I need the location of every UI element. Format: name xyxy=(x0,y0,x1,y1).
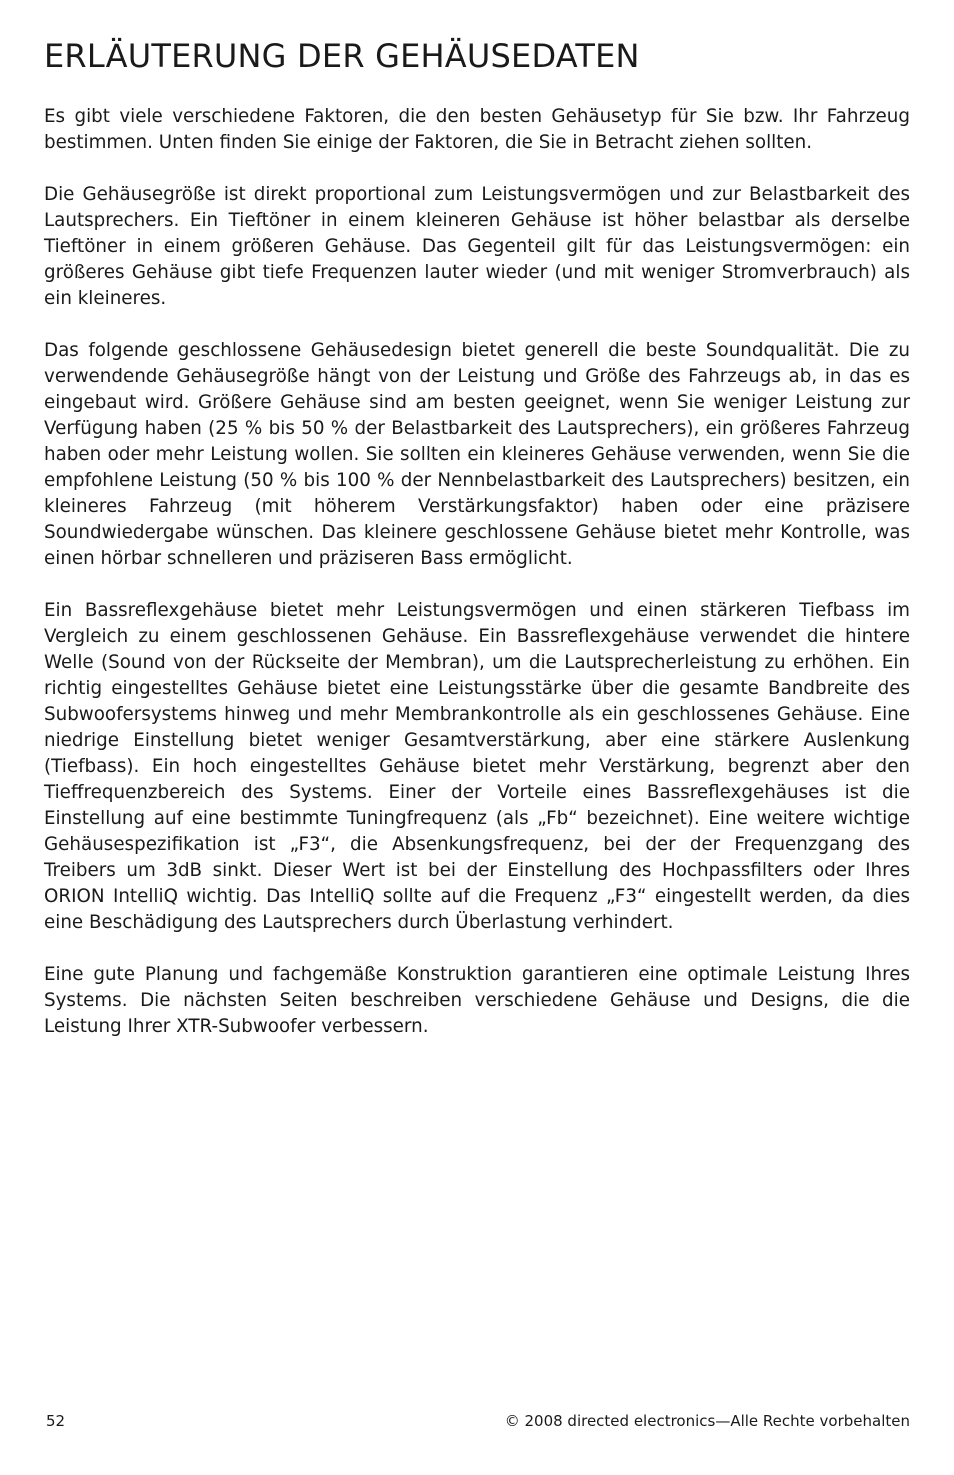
copyright-notice: © 2008 directed electronics—Alle Rechte vorbehalten xyxy=(504,1412,910,1430)
document-page xyxy=(44,0,910,1066)
page-title: ERLÄUTERUNG DER GEHÄUSEDATEN xyxy=(44,37,640,75)
paragraph-2: Die Gehäusegröße ist direkt proportional zum Leistungsvermögen und zur Belastbarkeit des Lautsprechers. Ein Tieftöner in einem kleineren Gehäuse ist höher belastbar als derselbe Tieftöner in einem größeren Gehäuse. Das Gegenteil gilt für das Leistungsvermögen: ein größeres Gehäuse gibt tiefe Frequenzen lauter wieder (und mit weniger Stromverbrauch) als ein kleineres. xyxy=(44,184,910,309)
body-text xyxy=(44,104,910,1040)
paragraph-1: Es gibt viele verschiedene Faktoren, die den besten Gehäusetyp für Sie bzw. Ihr Fahrzeug bestimmen. Unten finden Sie einige der Faktoren, die Sie in Betracht ziehen sollten. xyxy=(44,106,910,153)
paragraph-3: Das folgende geschlossene Gehäusedesign bietet generell die beste Soundqualität. Die zu verwendende Gehäusegröße hängt von der Leistung und Größe des Fahrzeugs ab, in das es eingebaut wird. Größere Gehäuse sind am besten geeignet, wenn Sie weniger Leistung zur Verfügung haben (25 % bis 50 % der Belastbarkeit des Lautsprechers), ein größeres Fahrzeug haben oder mehr Leistung wollen. Sie sollten ein kleineres Gehäuse verwenden, wenn Sie die empfohlene Leistung (50 % bis 100 % der Nennbelastbarkeit des Lautsprechers) besitzen, ein kleineres Fahrzeug (mit höherem Verstärkungsfaktor) haben oder eine präzisere Soundwiedergabe wünschen. Das kleinere geschlossene Gehäuse bietet mehr Kontrolle, was einen hörbar schnelleren und präziseren Bass ermöglicht. xyxy=(44,340,910,569)
paragraph-5: Eine gute Planung und fachgemäße Konstruktion garantieren eine optimale Leistung Ihres Systems. Die nächsten Seiten beschreiben verschiedene Gehäuse und Designs, die die Leistung Ihrer XTR-Subwoofer verbessern. xyxy=(44,964,910,1037)
page-number: 52 xyxy=(46,1412,66,1430)
paragraph-4: Ein Bassreflexgehäuse bietet mehr Leistungsvermögen und einen stärkeren Tiefbass im Vergleich zu einem geschlossenen Gehäuse. Ein Bassreflexgehäuse verwendet die hintere Welle (Sound von der Rückseite der Membran), um die Lautsprecherleistung zu erhöhen. Ein richtig eingestelltes Gehäuse bietet eine Leistungsstärke über die gesamte Bandbreite des Subwoofersystems hinweg und mehr Membrankontrolle als ein geschlossenes Gehäuse. Eine niedrige Einstellung bietet weniger Gesamtverstärkung, aber eine stärkere Auslenkung (Tiefbass). Ein hoch eingestelltes Gehäuse bietet mehr Verstärkung, begrenzt aber den Tieffrequenzbereich des Systems. Einer der Vorteile eines Bassreflexgehäuses ist die Einstellung auf eine bestimmte Tuningfrequenz (als „Fb“ bezeichnet). Eine weitere wichtige Gehäusespezifikation ist „F3“, die Absenkungsfrequenz, bei der der Frequenzgang des Treibers um 3dB sinkt. Dieser Wert ist bei der Einstellung des Hochpassfilters oder Ihres ORION IntelliQ wichtig. Das IntelliQ sollte auf die Frequenz „F3“ eingestellt werden, da dies eine Beschädigung des Lautsprechers durch Überlastung verhindert. xyxy=(44,600,910,933)
